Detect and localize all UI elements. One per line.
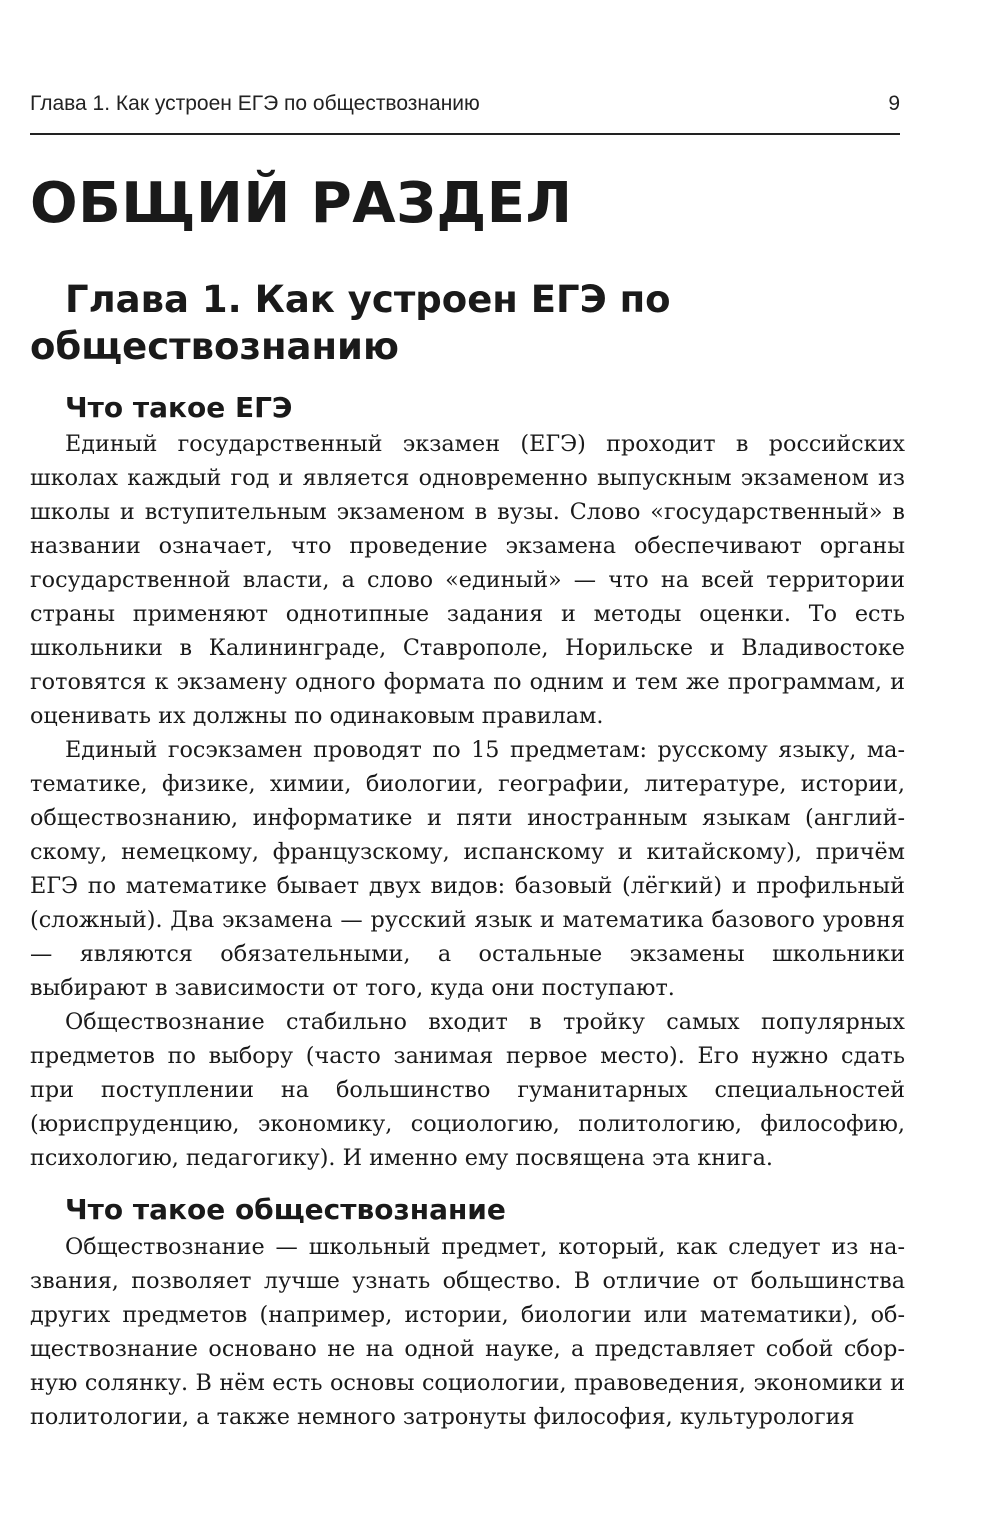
paragraph: Единый государственный экзамен (ЕГЭ) проходит в российских школах каждый год и является одновременно выпускным экзаменом из школы и вступительным экзаменом в вузы. Слово «государственный» в названии означает, что проведение экзамена обеспечивают органы государственной власти, а слово «единый» — что на всей территории страны применяют однотипные задания и методы оценки. То есть школьники в Калининграде, Ставрополе, Норильске и Владивостоке готовятся к экзамену одного формата по одним и тем же программам, и оценивать их должны по одинаковым правилам. — [30, 431, 905, 729]
paragraph: Единый госэкзамен проводят по 15 предметам: русскому языку, математике, физике, химии, биологии, географии, литературе, истории, обществознанию, информатике и пяти иностранным языкам (английскому, немецкому, французскому, испанскому и китайскому), причём ЕГЭ по математике бывает двух видов: базовый (лёгкий) и профильный (сложный). Два экзамена — русский язык и математика базового уровня — являются обязательными, а остальные экзамены школьники выбирают в зависимости от того, куда они поступают. — [30, 737, 905, 1001]
header-rule — [30, 133, 900, 135]
chapter-title-line-2: обществознанию — [30, 325, 399, 368]
paragraph: Обществознание стабильно входит в тройку самых популярных предметов по выбору (часто занимая первое место). Его нужно сдать при поступлении на большинство гуманитарных специальностей (юриспруденцию, экономику, социологию, политологию, философию, психологию, педагогику). И именно ему посвящена эта книга. — [30, 1009, 905, 1171]
chapter-title — [30, 276, 900, 370]
section-body-what-is-ege — [30, 427, 905, 1175]
section-body-what-is-social-studies — [30, 1230, 905, 1434]
part-title: ОБЩИЙ РАЗДЕЛ — [30, 171, 573, 236]
chapter-title-line-1: Глава 1. Как устроен ЕГЭ по — [65, 278, 671, 321]
paragraph: Обществознание — школьный предмет, который, как следует из названия, позволяет лучше узнать общество. В отличие от большинства других предметов (например, истории, биологии или математики), обществознание основано не на одной науке, а представляет собой сборную солянку. В нём есть основы социологии, правоведения, экономики и политологии, а также немного затронуты философия, культурология — [30, 1234, 905, 1430]
running-header — [30, 92, 900, 122]
section-title-what-is-social-studies: Что такое обществознание — [65, 1193, 506, 1226]
page-number: 9 — [888, 92, 900, 115]
running-header-title: Глава 1. Как устроен ЕГЭ по обществознанию — [30, 92, 480, 115]
section-title-what-is-ege: Что такое ЕГЭ — [65, 391, 293, 424]
